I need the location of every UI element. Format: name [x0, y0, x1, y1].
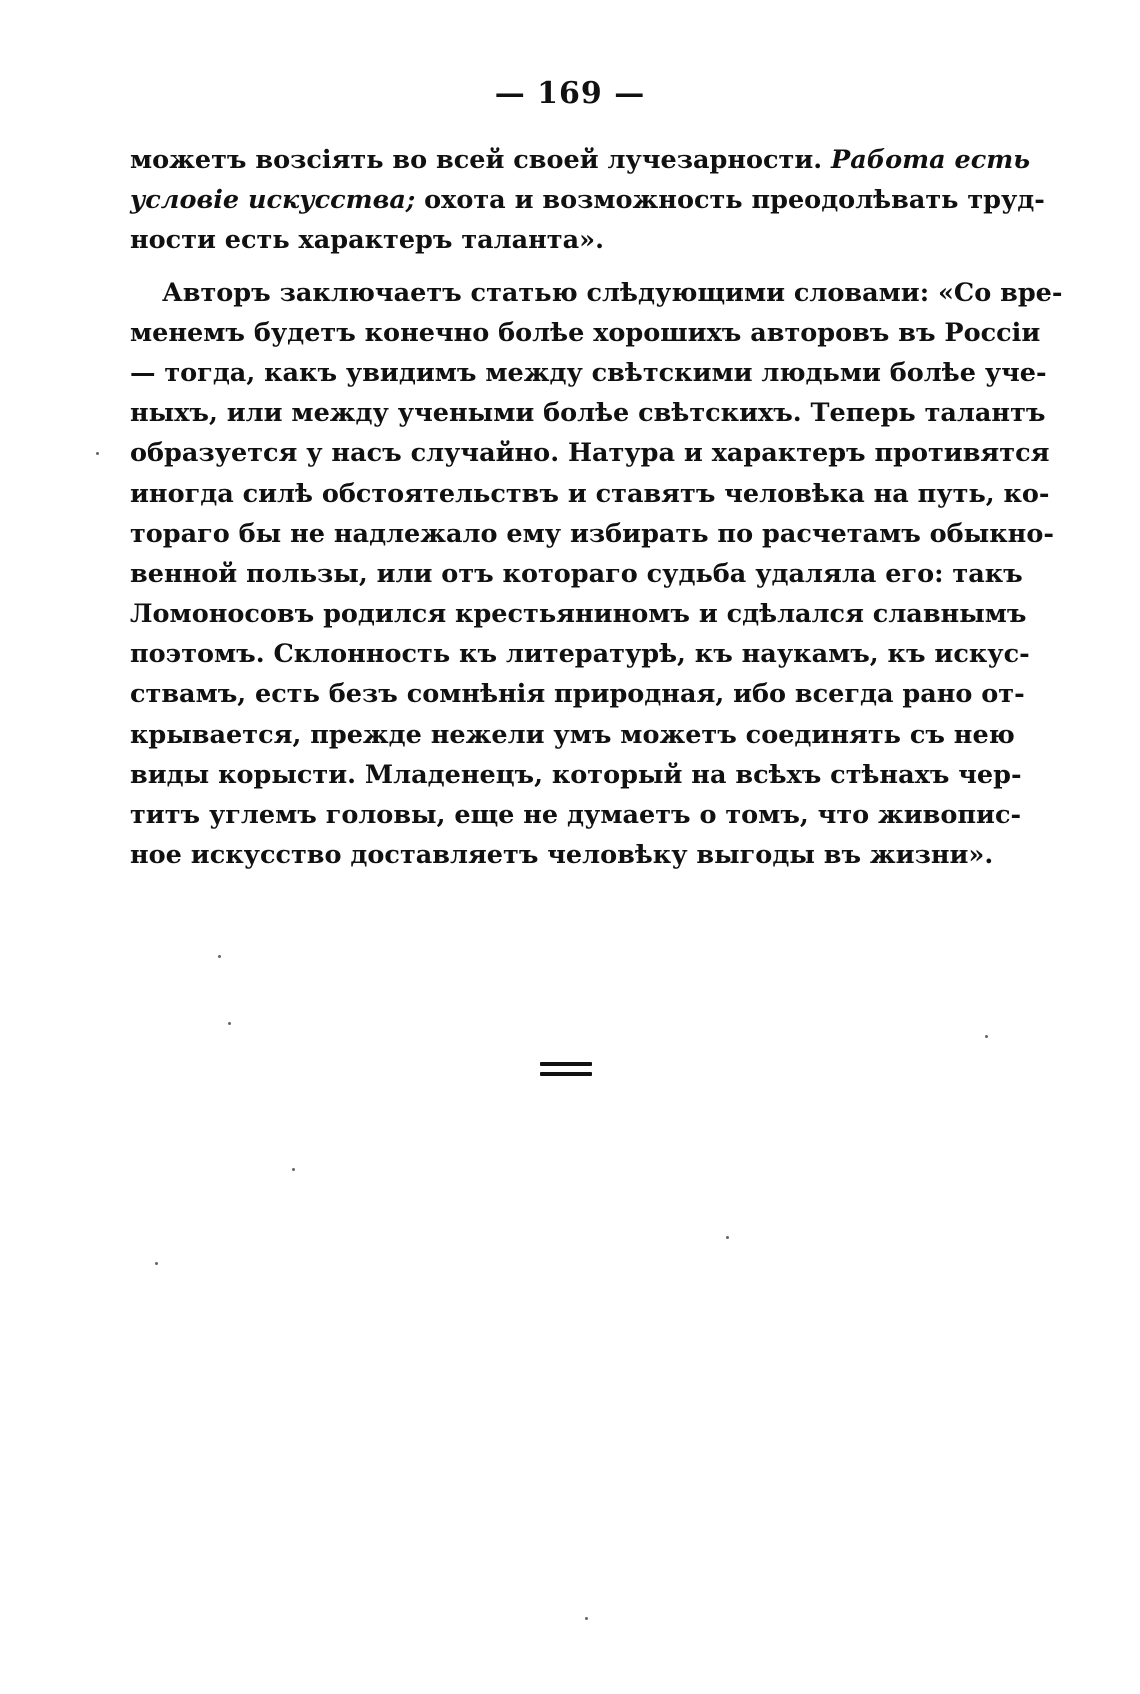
page-speck: [218, 955, 221, 958]
text-segment: поэтомъ. Склонность къ литературѣ, къ наукамъ, къ искус-: [130, 639, 1030, 670]
paragraph: [130, 140, 1045, 261]
text-line: [130, 755, 1022, 795]
text-segment: можетъ возсіять во всей своей лучезарности.: [130, 145, 832, 175]
text-line: [130, 795, 1022, 835]
text-line: [130, 313, 1041, 353]
text-line: [130, 674, 1025, 714]
page-speck: [96, 452, 99, 455]
text-segment: ности есть характеръ таланта».: [130, 225, 604, 256]
text-segment: тораго бы не надлежало ему избирать по расчетамъ обыкно-: [130, 518, 1054, 549]
italic-text: условіе искусства;: [130, 185, 416, 216]
italic-text: Работа есть: [831, 145, 1031, 175]
text-segment: охота и возможность преодолѣвать труд-: [415, 185, 1045, 216]
page-speck: [726, 1236, 729, 1239]
page-speck: [585, 1617, 588, 1620]
text-line: [130, 180, 1045, 220]
text-segment: — тогда, какъ увидимъ между свѣтскими людьми болѣе уче-: [130, 357, 1047, 388]
text-segment: образуется у насъ случайно. Натура и характеръ противятся: [130, 438, 1050, 469]
text-line: [130, 554, 1023, 594]
text-line: [130, 393, 1046, 433]
paragraph-gap: [130, 261, 1000, 273]
text-segment: крывается, прежде нежели умъ можетъ соединять съ нею: [130, 719, 1015, 750]
body-text: [130, 140, 1063, 875]
text-segment: ное искусство доставляетъ человѣку выгоды въ жизни».: [130, 840, 994, 871]
text-line: [130, 514, 1054, 554]
text-segment: иногда силѣ обстоятельствъ и ставятъ человѣка на путь, ко-: [130, 478, 1050, 509]
page-speck: [155, 1262, 158, 1265]
page-speck: [228, 1022, 231, 1025]
text-segment: виды корысти. Младенецъ, который на всѣхъ стѣнахъ чер-: [130, 759, 1022, 790]
text-line: [130, 273, 1063, 313]
text-line: [130, 835, 1000, 875]
text-line: [130, 715, 1015, 755]
text-line: [130, 140, 1031, 180]
text-line: [130, 220, 1000, 260]
text-segment: Ломоносовъ родился крестьяниномъ и сдѣлался славнымъ: [130, 599, 1027, 630]
paragraph: [130, 273, 1063, 876]
text-segment: менемъ будетъ конечно болѣе хорошихъ авторовъ въ Россіи: [130, 317, 1041, 348]
text-segment: титъ углемъ головы, еще не думаетъ о томъ, что живопис-: [130, 800, 1022, 830]
end-mark-line-bottom: [540, 1072, 592, 1076]
end-of-section-mark: [540, 1062, 592, 1078]
text-segment: ныхъ, или между учеными болѣе свѣтскихъ. Теперь талантъ: [130, 398, 1046, 429]
page-number: — 169 —: [494, 76, 646, 111]
page-speck: [292, 1168, 295, 1171]
text-segment: венной пользы, или отъ котораго судьба удаляла его: такъ: [130, 558, 1023, 589]
text-line: [130, 594, 1027, 634]
text-line: [130, 353, 1047, 393]
text-line: [130, 634, 1030, 674]
text-segment: Авторъ заключаетъ статью слѣдующими словами: «Со вре-: [162, 277, 1063, 308]
page-speck: [985, 1035, 988, 1038]
end-mark-line-top: [540, 1062, 592, 1066]
text-segment: ствамъ, есть безъ сомнѣнія природная, ибо всегда рано от-: [130, 679, 1025, 710]
text-line: [130, 433, 1050, 473]
text-line: [130, 474, 1050, 514]
